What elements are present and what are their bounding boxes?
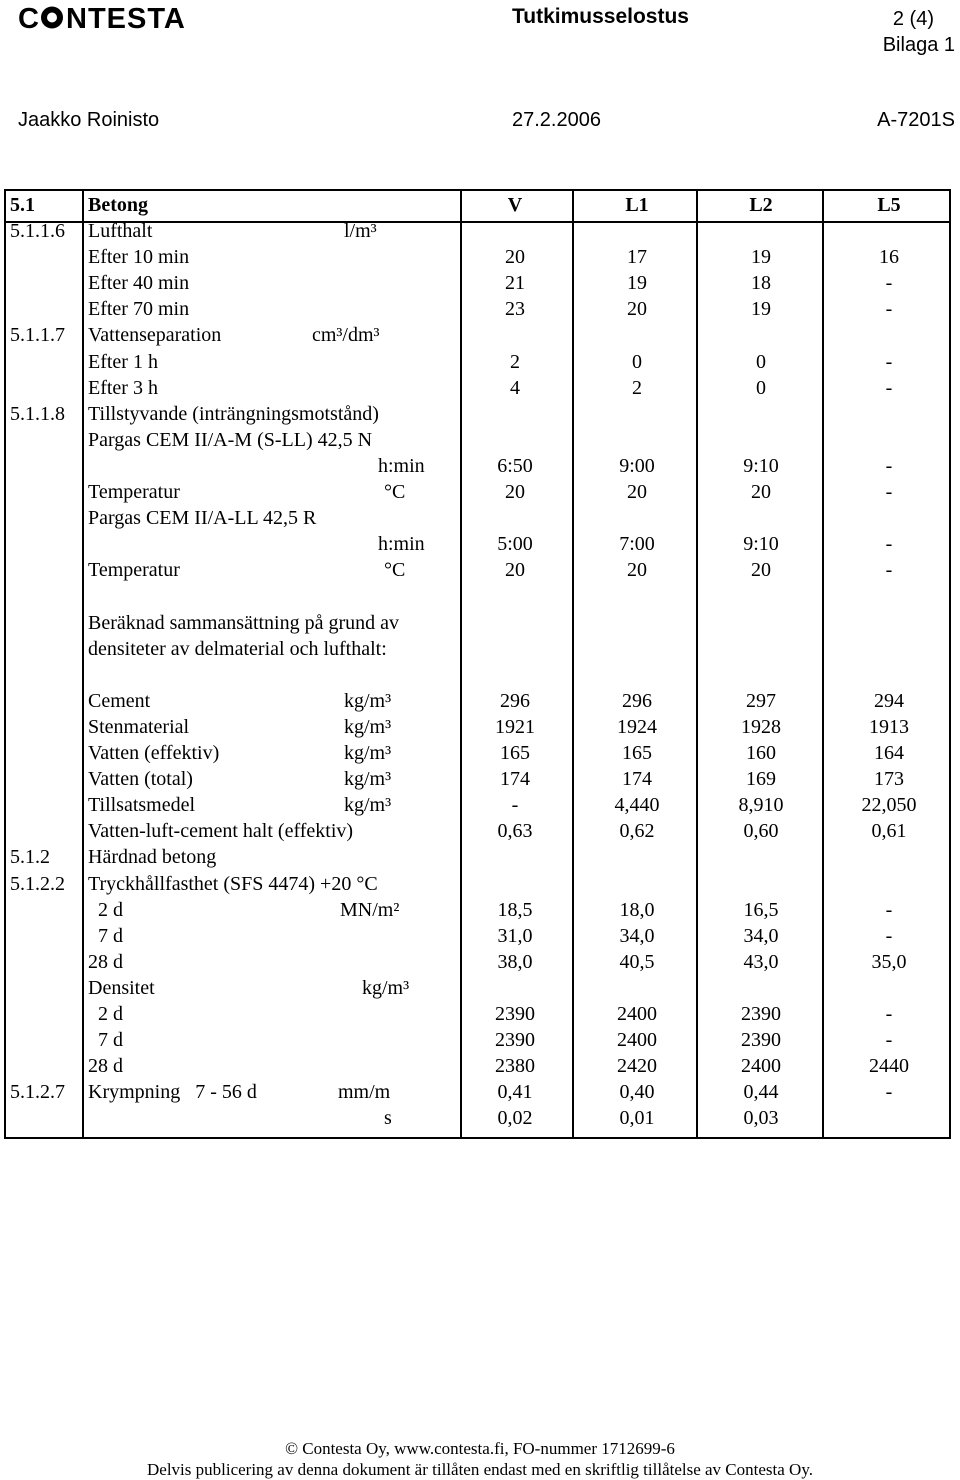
table-cell: 20 — [505, 481, 525, 503]
table-row — [4, 662, 951, 688]
page-number: 2 (4) — [892, 8, 934, 30]
table-row — [4, 1053, 951, 1079]
table-cell: 1913 — [869, 715, 909, 738]
footer-notice: Delvis publicering av denna dokument är tillåten endast med en skriftlig tillåtelse av Contesta Oy. — [147, 1460, 813, 1479]
svg-text:NTESTA: NTESTA — [66, 3, 186, 32]
table-cell: 40,5 — [619, 950, 655, 973]
row-label: Densitet — [88, 976, 155, 999]
table-cell: 22,050 — [861, 794, 917, 817]
table-cell: 18,0 — [619, 898, 655, 921]
section-number: 5.1 — [10, 194, 35, 216]
unit-label: mm/m — [338, 1081, 391, 1104]
table-cell: 2400 — [741, 1055, 781, 1078]
table-row — [4, 818, 951, 844]
table-cell: 2400 — [617, 1029, 657, 1052]
table-row — [4, 740, 951, 766]
table-row — [4, 1027, 951, 1053]
table-cell: 9:00 — [619, 454, 655, 477]
table-cell: 174 — [500, 768, 530, 791]
table-cell: 0,41 — [497, 1081, 533, 1104]
table-cell: 0,02 — [497, 1107, 533, 1130]
table-header-row — [4, 192, 951, 218]
table-cell: 9:10 — [743, 454, 779, 477]
section-number: 5.1.1.8 — [10, 402, 65, 425]
section-number: 5.1.2.7 — [10, 1081, 65, 1104]
table-cell: 0 — [756, 350, 766, 373]
table-cell: - — [885, 1029, 893, 1052]
row-label: Temperatur — [88, 481, 180, 503]
row-label: Vatten-luft-cement halt (effektiv) — [88, 820, 354, 843]
document-date: 27.2.2006 — [512, 109, 601, 131]
table-row — [4, 1105, 951, 1131]
table-cell: 35,0 — [871, 950, 907, 973]
row-label: Tryckhållfasthet (SFS 4474) +20 °C — [88, 872, 378, 895]
table-cell: 19 — [627, 272, 647, 295]
table-cell: 38,0 — [497, 950, 533, 973]
table-row — [4, 375, 951, 401]
document-title: Tutkimusselostus — [512, 5, 689, 28]
table-cell: 6:50 — [497, 454, 533, 477]
table-row — [4, 792, 951, 818]
table-cell: 0 — [632, 350, 642, 373]
table-cell: 169 — [746, 768, 776, 791]
table-cell: - — [885, 454, 893, 477]
table-row — [4, 897, 951, 923]
unit-label: MN/m² — [340, 898, 400, 921]
table-cell: 34,0 — [619, 924, 655, 947]
table-cell: 164 — [874, 742, 904, 764]
table-cell: 2390 — [495, 1029, 535, 1052]
svg-text:C: C — [18, 3, 40, 32]
section-number: 5.1.2.2 — [10, 872, 65, 895]
table-cell: 20 — [627, 298, 647, 321]
table-cell: 1921 — [495, 715, 535, 738]
row-label: Temperatur — [88, 559, 180, 582]
column-header-l1: L1 — [625, 194, 649, 216]
table-row — [4, 453, 951, 479]
table-row — [4, 322, 951, 348]
unit-label: l/m³ — [344, 220, 377, 242]
row-label: Efter 3 h — [88, 376, 158, 399]
table-cell: 9:10 — [743, 533, 779, 556]
table-cell: - — [885, 898, 893, 921]
table-cell: 23 — [505, 298, 525, 321]
row-label: Stenmaterial — [88, 715, 190, 738]
table-row — [4, 583, 951, 609]
table-cell: 18,5 — [497, 898, 533, 921]
unit-label: °C — [384, 559, 406, 582]
table-cell: 31,0 — [497, 924, 533, 947]
table-cell: 1924 — [617, 715, 657, 738]
table-cell: - — [885, 1081, 893, 1104]
column-header-v: V — [507, 194, 523, 216]
unit-label: kg/m³ — [344, 689, 392, 712]
footer-copyright: © Contesta Oy, www.contesta.fi, FO-nummer 1712699-6 — [285, 1439, 675, 1458]
table-cell: 5:00 — [497, 533, 533, 556]
table-cell: 1928 — [741, 715, 781, 738]
unit-label: h:min — [378, 454, 425, 477]
table-row — [4, 505, 951, 531]
table-header-label: Betong — [88, 194, 148, 216]
row-label: Cement — [88, 689, 151, 712]
unit-label: s — [384, 1107, 392, 1130]
row-label: Efter 10 min — [88, 246, 190, 269]
table-cell: - — [885, 559, 893, 582]
row-label: Pargas CEM II/A-LL 42,5 R — [88, 507, 317, 530]
unit-label: cm³/dm³ — [312, 324, 380, 347]
table-row — [4, 610, 951, 636]
table-row — [4, 949, 951, 975]
row-label: 28 d — [88, 950, 123, 973]
unit-label: kg/m³ — [344, 768, 392, 791]
row-label: Krympning 7 - 56 d — [88, 1081, 257, 1104]
table-row — [4, 975, 951, 1001]
table-cell: 0,03 — [743, 1107, 779, 1130]
unit-label: kg/m³ — [362, 976, 410, 999]
table-row — [4, 531, 951, 557]
table-cell: 20 — [751, 559, 771, 582]
table-cell: - — [885, 533, 893, 556]
section-number: 5.1.1.7 — [10, 324, 65, 347]
table-row — [4, 427, 951, 453]
author-name: Jaakko Roinisto — [18, 109, 160, 131]
table-cell: 0,40 — [619, 1081, 655, 1104]
row-label: Vatten (total) — [88, 768, 193, 791]
unit-label: kg/m³ — [344, 742, 392, 764]
row-label: Efter 40 min — [88, 272, 190, 295]
table-cell: 165 — [622, 742, 652, 764]
table-cell: 160 — [746, 742, 776, 764]
table-cell: 8,910 — [738, 794, 784, 817]
table-cell: - — [885, 376, 893, 399]
table-cell: 20 — [505, 246, 525, 269]
table-cell: 0,62 — [619, 820, 655, 843]
table-row — [4, 636, 951, 662]
table-cell: 21 — [505, 272, 525, 295]
table-cell: 2390 — [495, 1003, 535, 1025]
table-cell: 2390 — [741, 1029, 781, 1052]
row-label: Pargas CEM II/A-M (S-LL) 42,5 N — [88, 428, 373, 451]
table-cell: 0 — [756, 376, 766, 399]
table-row — [4, 296, 951, 322]
table-cell: 34,0 — [743, 924, 779, 947]
table-cell: 0,63 — [497, 820, 533, 843]
table-cell: 19 — [751, 298, 771, 321]
section-number: 5.1.2 — [10, 846, 50, 869]
row-label: Härdnad betong — [88, 846, 217, 869]
table-cell: 20 — [751, 481, 771, 503]
table-cell: 43,0 — [743, 950, 779, 973]
row-label: 2 d — [88, 898, 123, 921]
table-row — [4, 766, 951, 792]
table-row — [4, 714, 951, 740]
row-label: 7 d — [88, 1029, 123, 1052]
unit-label: kg/m³ — [344, 794, 392, 817]
table-row — [4, 1079, 951, 1105]
table-cell: 2380 — [495, 1055, 535, 1078]
table-row — [4, 844, 951, 870]
row-label: 7 d — [88, 924, 123, 947]
column-header-l2: L2 — [749, 194, 773, 216]
table-cell: 4 — [510, 376, 520, 399]
section-number: 5.1.1.6 — [10, 220, 65, 242]
table-cell: 20 — [505, 559, 525, 582]
table-cell: 2440 — [869, 1055, 909, 1078]
unit-label: kg/m³ — [344, 715, 392, 738]
table-cell: 19 — [751, 246, 771, 269]
table-cell: - — [885, 481, 893, 503]
table-cell: 294 — [874, 689, 904, 712]
unit-label: h:min — [378, 533, 425, 556]
table-row — [4, 923, 951, 949]
row-label: Tillstyvande (inträngningsmotstånd) — [88, 402, 379, 425]
table-row — [4, 871, 951, 897]
table-cell: 173 — [874, 768, 904, 791]
table-cell: 174 — [622, 768, 652, 791]
table-cell: - — [885, 924, 893, 947]
table-cell: 296 — [622, 689, 652, 712]
table-cell: 16,5 — [743, 898, 779, 921]
table-cell: 20 — [627, 559, 647, 582]
table-row — [4, 218, 951, 244]
table-cell: 7:00 — [619, 533, 655, 556]
row-label: Vattenseparation — [88, 324, 222, 347]
table-row — [4, 270, 951, 296]
table-row — [4, 1001, 951, 1027]
table-cell: - — [511, 794, 519, 817]
table-cell: 2 — [632, 376, 642, 399]
row-label: densiteter av delmaterial och lufthalt: — [88, 637, 387, 660]
table-cell: 18 — [751, 272, 771, 295]
table-cell: 17 — [627, 246, 647, 269]
table-cell: - — [885, 272, 893, 295]
table-cell: 2400 — [617, 1003, 657, 1025]
row-label: Tillsatsmedel — [88, 794, 196, 817]
reference-number: A-7201S — [877, 109, 955, 131]
table-row — [4, 349, 951, 375]
table-cell: 296 — [500, 689, 530, 712]
table-row — [4, 244, 951, 270]
table-row — [4, 401, 951, 427]
table-cell: 2390 — [741, 1003, 781, 1025]
row-label: Beräknad sammansättning på grund av — [88, 611, 400, 634]
unit-label: °C — [384, 481, 406, 503]
table-cell: 165 — [500, 742, 530, 764]
table-cell: - — [885, 298, 893, 321]
table-cell: - — [885, 350, 893, 373]
row-label: Lufthalt — [88, 220, 153, 242]
contesta-logo — [18, 2, 228, 32]
row-label: 2 d — [88, 1003, 123, 1025]
row-label: 28 d — [88, 1055, 123, 1078]
table-cell: 0,60 — [743, 820, 779, 843]
appendix-label: Bilaga 1 — [882, 34, 955, 56]
table-cell: 0,01 — [619, 1107, 655, 1130]
table-cell: 297 — [746, 689, 776, 712]
table-cell: 0,44 — [743, 1081, 779, 1104]
column-header-l5: L5 — [877, 194, 901, 216]
table-cell: 16 — [879, 246, 899, 269]
row-label: Vatten (effektiv) — [88, 742, 220, 764]
table-cell: 4,440 — [614, 794, 660, 817]
row-label: Efter 1 h — [88, 350, 158, 373]
row-label: Efter 70 min — [88, 298, 190, 321]
table-row — [4, 479, 951, 505]
table-row — [4, 688, 951, 714]
table-cell: 20 — [627, 481, 647, 503]
table-cell: 2 — [510, 350, 520, 373]
table-cell: 0,61 — [871, 820, 907, 843]
table-cell: 2420 — [617, 1055, 657, 1078]
table-row — [4, 557, 951, 583]
table-cell: - — [885, 1003, 893, 1025]
